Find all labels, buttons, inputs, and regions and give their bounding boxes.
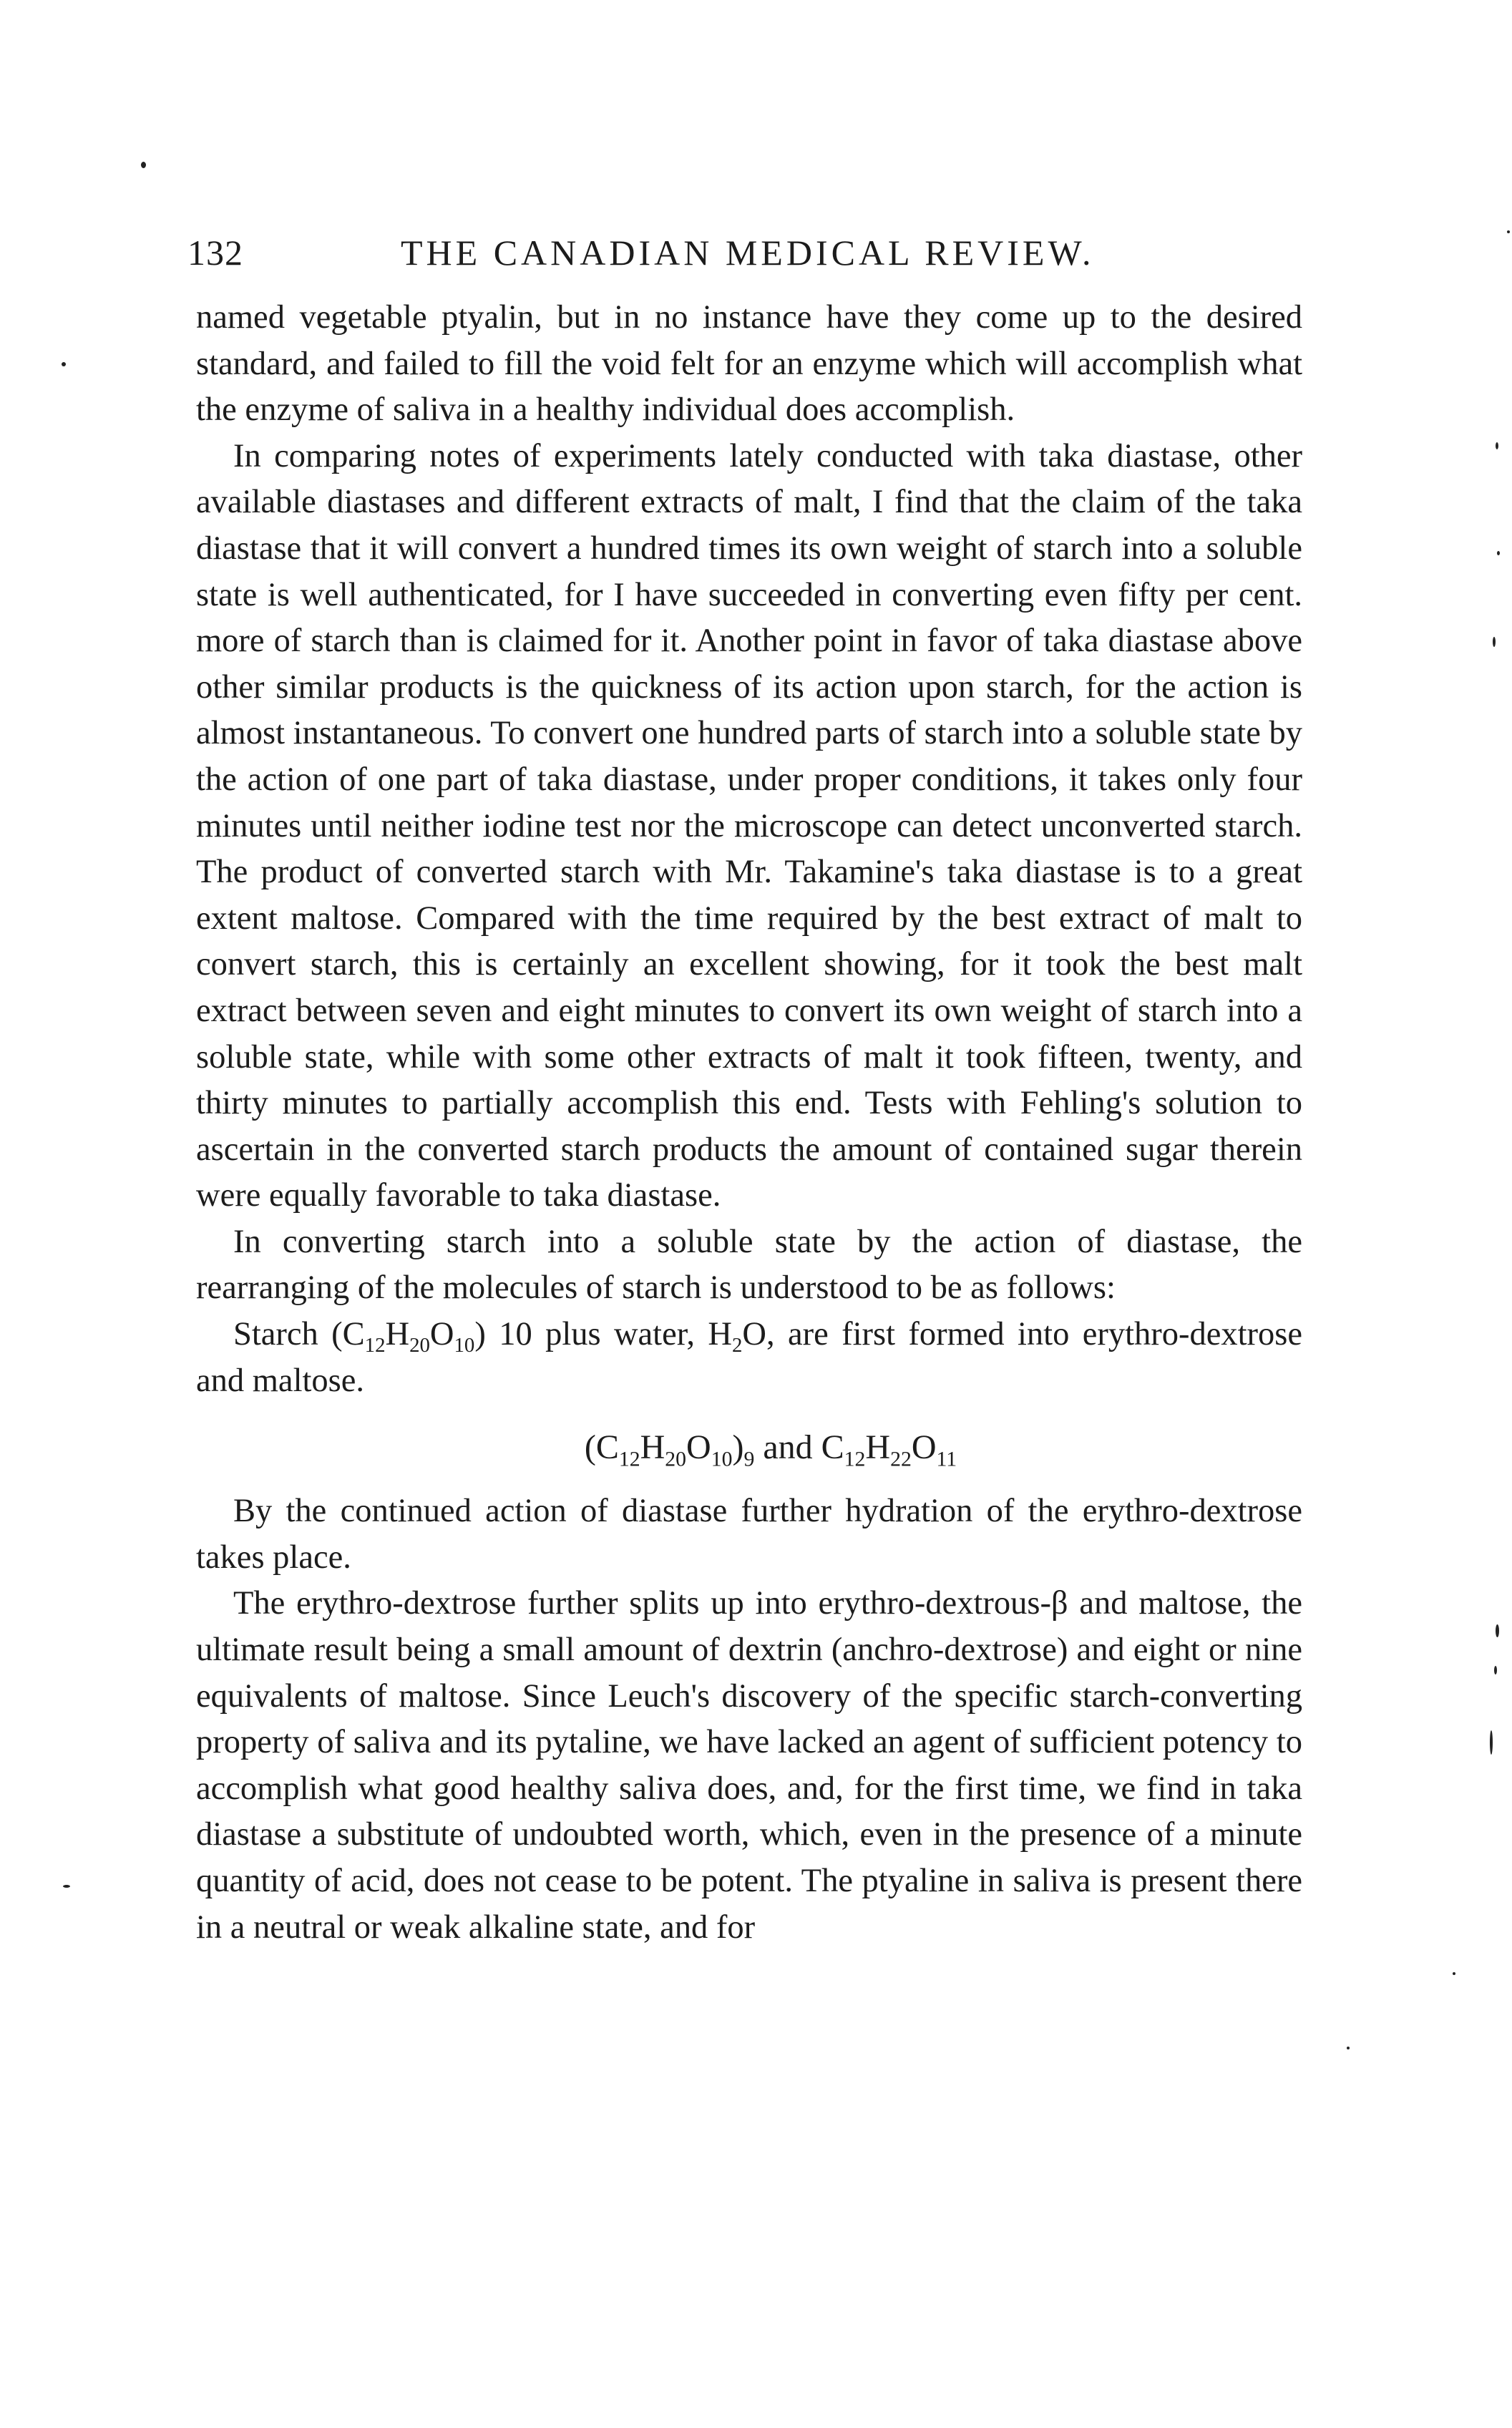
page-number: 132 xyxy=(187,233,243,273)
paragraph-2: In comparing notes of experiments lately conducted with taka diastase, other available diastases and different extracts of malt, I find that the claim of the taka diastase that it will convert a hundred times its own weight of starch into a soluble state is well authenticated, for I have succeeded in converting even fifty per cent. more of starch than is claimed for it. Another point in favor of taka diastase above other similar products is the quickness of its action upon starch, for the action is almost instantaneous. To convert one hundred parts of starch into a soluble state by the action of one part of taka diastase, under proper conditions, it takes only four minutes until neither iodine test nor the microscope can detect unconverted starch. The product of converted starch with Mr. Takamine's taka diastase is to a great extent maltose. Compared with the time required by the best extract of malt to convert starch, this is certainly an excellent showing, for it took the best malt extract between seven and eight minutes to convert its own weight of starch into a soluble state, while with some other extracts of malt it took fifteen, twenty, and thirty minutes to partially accomplish this end. Tests with Fehling's solution to ascertain in the converted starch products the amount of contained sugar therein were equally favorable to taka diastase. xyxy=(196,437,1302,1214)
chemical-formula: $(C_{12}H_{20}O_{10})_9$ and $C_{12}H_{22}O_{11}$ xyxy=(584,1428,957,1471)
ink-speck xyxy=(1496,1624,1499,1637)
ink-speck xyxy=(62,362,66,366)
ink-speck xyxy=(1490,1730,1493,1755)
article-body xyxy=(196,295,1302,1951)
paragraph-5: By the continued action of diastase further hydration of the erythro-dextrose takes place. xyxy=(196,1493,1302,1576)
ink-speck xyxy=(141,162,146,168)
ink-speck xyxy=(1494,1666,1497,1674)
paragraph-3: In converting starch into a soluble state by the action of diastase, the rearranging of the molecules of starch is understood to be as follows: xyxy=(196,1223,1302,1307)
ink-speck xyxy=(1493,637,1496,647)
paragraph-1: named vegetable ptyalin, but in no instance have they come up to the desired standard, and failed to fill the void felt for an enzyme which will accomplish what the enzyme of saliva in a healthy individual does accomplish. xyxy=(196,299,1302,429)
paragraph-6: The erythro-dextrose further splits up into erythro-dextrous-β and maltose, the ultimate result being a small amount of dextrin (anchro-dextrose) and eight or nine equivalents of maltose. Since Leuch's discovery of the specific starch-converting property of saliva and its pytaline, we have lacked an agent of sufficient potency to accomplish what good healthy saliva does, and, for the first time, we find in taka diastase a substitute of undoubted worth, which, even in the presence of a minute quantity of acid, does not cease to be potent. The ptyaline in saliva is present there in a neutral or weak alkaline state, and for xyxy=(196,1585,1302,1946)
page-header xyxy=(187,228,1304,278)
paragraph-4-starch-equation: Starch $(C_{12}H_{20}O_{10})$ 10 plus water, $H_2O$, are first formed into erythro-dextrose and maltose. xyxy=(196,1316,1303,1399)
running-title: THE CANADIAN MEDICAL REVIEW. xyxy=(401,233,1095,273)
ink-speck xyxy=(63,1885,70,1888)
ink-speck xyxy=(1347,2047,1350,2049)
ink-speck xyxy=(1496,442,1498,449)
ink-speck xyxy=(1453,1972,1455,1975)
ink-speck xyxy=(1507,230,1510,233)
ink-speck xyxy=(1497,551,1500,555)
